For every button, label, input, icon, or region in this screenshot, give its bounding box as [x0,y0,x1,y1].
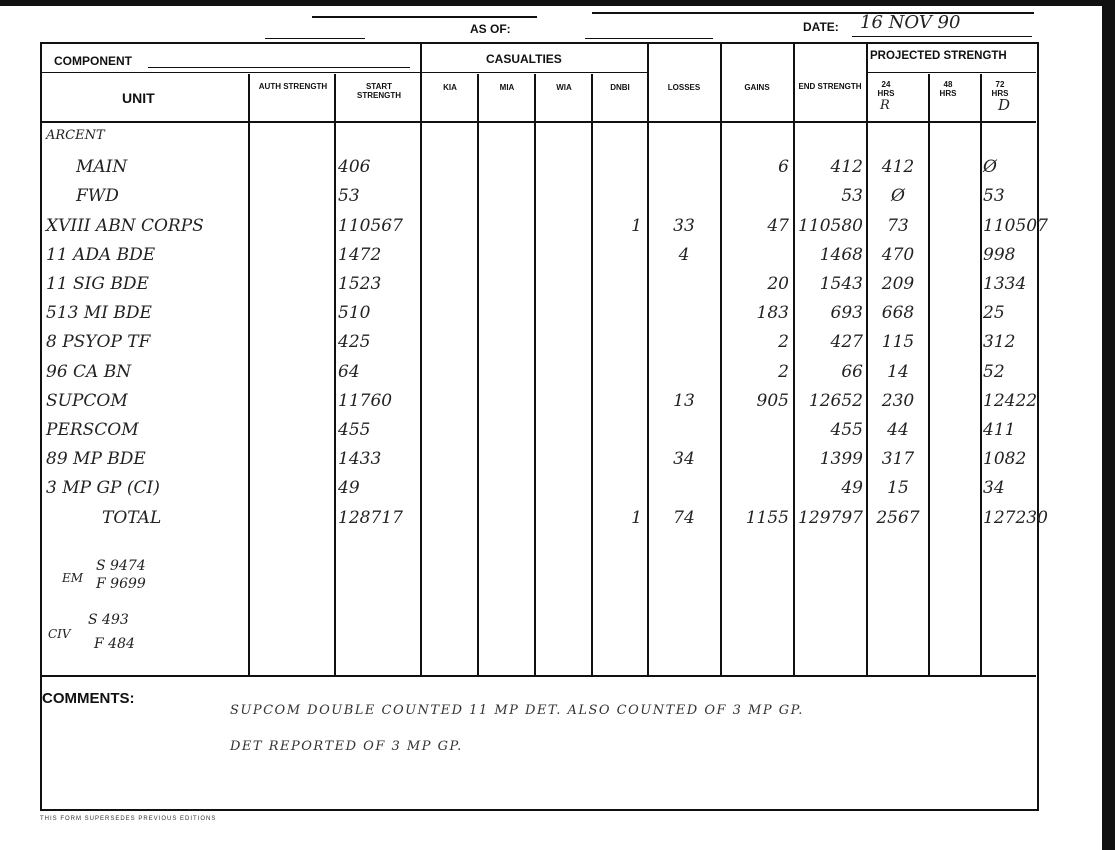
cell-dnbi: 1 [631,215,642,236]
header-bottom-rule [40,121,1036,123]
column-rule [591,74,593,675]
cell-losses: 33 [673,215,695,236]
projected-strength-label: PROJECTED STRENGTH [870,50,1007,62]
cell-unit: 89 MP BDE [46,449,146,470]
cell-start: 1433 [338,449,382,470]
cell-end: 66 [841,361,863,382]
comments-line-2: DET REPORTED OF 3 MP GP. [230,739,463,754]
cell-start: 425 [338,332,371,353]
date-rule [852,36,1032,37]
column-rule [928,74,930,675]
cell-end: 1543 [819,274,863,294]
table-bottom-rule [40,675,1036,677]
cell-end: 12652 [808,390,863,411]
cell-start: 1472 [338,244,382,265]
cell-h24: 230 [881,390,915,411]
cell-h24: 2567 [876,507,920,528]
dnbi-header: DNBI [610,83,630,92]
48-hrs-header: 48 HRS [939,80,957,98]
unit-column-header: UNIT [122,90,155,106]
cell-h24: 209 [881,274,915,294]
comments-label: COMMENTS: [42,690,135,707]
end-strength-header: END STRENGTH [798,82,862,91]
cell-h72: 12422 [983,390,1038,411]
cell-losses: 74 [673,507,695,528]
cell-h24: 668 [881,303,915,324]
cell-unit: 11 ADA BDE [46,244,156,265]
cell-start: 49 [338,478,360,499]
cell-h72: 1334 [983,274,1027,294]
cell-h72: 25 [983,303,1005,324]
column-rule [420,42,422,675]
column-rule [534,74,536,675]
cell-h24: 412 [881,157,915,178]
cell-unit: XVIII ABN CORPS [46,215,204,236]
cell-gains: 2 [778,361,789,382]
cell-unit: MAIN [76,157,128,178]
em-label: EM [62,571,84,585]
cell-h24: 44 [887,420,909,440]
cell-end: 53 [841,186,863,207]
cell-h24: 115 [881,332,915,353]
as-of-rule [585,38,713,39]
cell-start: 455 [338,420,371,440]
header-rule [592,12,1034,14]
cell-gains: 905 [756,390,789,411]
scan-right-border [1102,0,1115,850]
cell-start: 406 [338,157,371,178]
as-of-rule [265,38,365,39]
cell-h72: 53 [983,186,1005,207]
cell-h24: 73 [887,215,909,236]
cell-h24: 14 [887,361,909,382]
column-rule [980,74,982,675]
kia-header: KIA [443,83,457,92]
losses-header: LOSSES [667,83,701,92]
em-f-value: F 9699 [96,576,146,592]
cell-gains: 47 [767,215,789,236]
cell-unit: TOTAL [102,507,162,528]
cell-end: 455 [830,420,863,440]
cell-h24: Ø [891,186,905,207]
casualties-label: CASUALTIES [486,52,562,66]
cell-dnbi: 1 [631,507,642,528]
cell-unit: PERSCOM [46,420,139,440]
civ-f-value: F 484 [94,636,135,652]
cell-gains: 20 [767,274,789,294]
cell-h72: 52 [983,361,1005,382]
column-rule [647,42,649,675]
component-fill-rule [148,67,410,68]
as-of-label: AS OF: [470,22,511,36]
cell-losses: 34 [673,449,695,470]
cell-end: 129797 [798,507,863,528]
cell-h24: 470 [881,244,915,265]
cell-h72: 34 [983,478,1005,499]
cell-end: 427 [830,332,863,353]
column-rule [720,42,722,675]
cell-h72: 312 [983,332,1016,353]
date-label: DATE: [803,20,839,34]
cell-h72: 411 [983,420,1016,440]
column-rule [477,74,479,675]
cell-end: 412 [830,157,863,178]
cell-h72: 110507 [983,215,1048,236]
form-footer: THIS FORM SUPERSEDES PREVIOUS EDITIONS [40,816,217,822]
civ-label: CIV [48,627,71,641]
component-rule [40,72,422,73]
cell-end: 1468 [819,244,863,265]
wia-header: WIA [556,83,572,92]
cell-end: 49 [841,478,863,499]
civ-s-value: S 493 [88,612,129,628]
cell-unit: FWD [76,186,119,207]
start-strength-header: START STRENGTH [357,82,401,100]
cell-start: 64 [338,361,360,382]
cell-unit: ARCENT [46,128,105,143]
cell-unit: 96 CA BN [46,361,132,382]
cell-h24: 317 [881,449,915,470]
cell-h72: 127230 [983,507,1048,528]
cell-start: 1523 [338,274,382,294]
projected-rule [866,72,1036,73]
cell-end: 693 [830,303,863,324]
cell-start: 128717 [338,507,403,528]
72-hrs-header: 72 HRS [991,80,1009,98]
cell-gains: 1155 [745,507,789,528]
72-hrs-mark: D [998,96,1011,114]
24-hrs-header: 24 HRS [877,80,895,98]
column-rule [334,74,336,675]
cell-h24: 15 [887,478,909,499]
cell-gains: 6 [778,157,789,178]
cell-gains: 2 [778,332,789,353]
cell-unit: SUPCOM [46,390,128,411]
cell-start: 11760 [338,390,393,411]
gains-header: GAINS [744,83,770,92]
auth-strength-header: AUTH STRENGTH [258,82,328,91]
cell-h72: Ø [983,157,997,178]
cell-start: 110567 [338,215,403,236]
cell-end: 1399 [819,449,863,470]
date-value: 16 NOV 90 [860,12,961,33]
em-s-value: S 9474 [96,558,146,574]
cell-unit: 8 PSYOP TF [46,332,151,353]
cell-unit: 3 MP GP (CI) [46,478,160,499]
column-rule [793,42,795,675]
cell-gains: 183 [756,303,789,324]
cell-unit: 513 MI BDE [46,303,152,324]
cell-start: 510 [338,303,371,324]
component-label: COMPONENT [54,54,132,68]
mia-header: MIA [499,83,515,92]
cell-losses: 4 [678,244,690,265]
header-rule [312,16,537,18]
comments-line-1: SUPCOM DOUBLE COUNTED 11 MP DET. ALSO COUNTED OF 3 MP GP. [230,703,804,718]
column-rule [866,42,868,675]
cell-losses: 13 [673,390,695,411]
cell-h72: 998 [983,244,1016,265]
cell-start: 53 [338,186,360,207]
cell-h72: 1082 [983,449,1027,470]
casualties-rule [422,72,647,73]
scan-top-border [0,0,1115,6]
cell-end: 110580 [798,215,863,236]
24-hrs-mark: R [880,98,890,113]
cell-unit: 11 SIG BDE [46,274,149,294]
